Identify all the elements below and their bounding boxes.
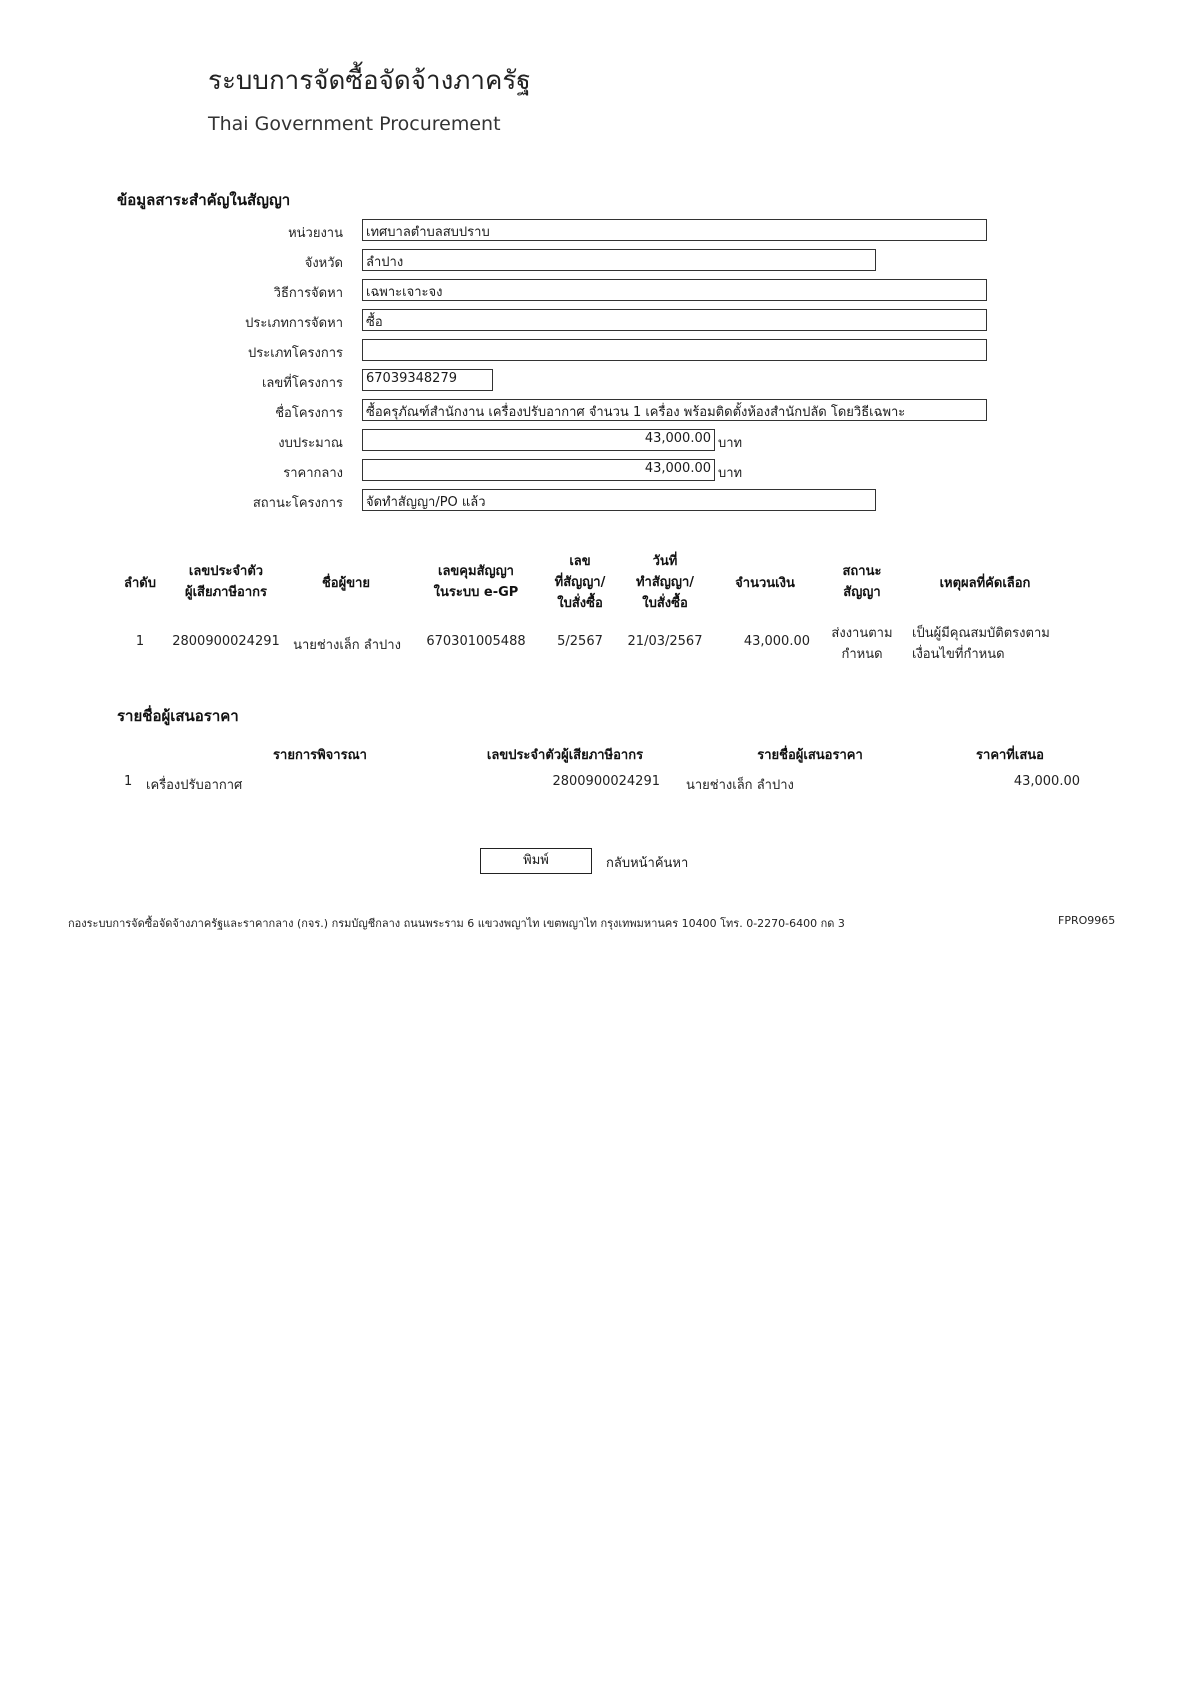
print-button[interactable]: พิมพ์ <box>480 848 592 874</box>
th-egp-line2: ในระบบ e-GP <box>433 585 519 600</box>
field-project-type <box>362 339 987 361</box>
system-title-en: Thai Government Procurement <box>208 113 501 135</box>
th-status-line2: สัญญา <box>843 585 881 600</box>
th-egp-line1: เลขคุมสัญญา <box>438 564 514 579</box>
label-budget: งบประมาณ <box>278 436 343 451</box>
row-status <box>816 622 908 664</box>
row-reason <box>912 622 1082 664</box>
th-taxid <box>166 560 286 602</box>
field-procurement-type: ซื้อ <box>362 309 987 331</box>
label-median-price: ราคากลาง <box>283 466 343 481</box>
th-reason: เหตุผลที่คัดเลือก <box>939 576 1031 591</box>
row-status-line1: ส่งงานตาม <box>831 626 893 641</box>
label-province: จังหวัด <box>304 256 343 271</box>
form-id: FPRO9965 <box>1058 914 1116 927</box>
median-price-unit: บาท <box>718 466 743 481</box>
th-status <box>822 560 902 602</box>
label-project-name: ชื่อโครงการ <box>275 406 343 421</box>
th-taxid-line1: เลขประจำตัว <box>188 564 264 579</box>
th-date-line2: ทำสัญญา/ <box>635 575 694 590</box>
field-project-status: จัดทำสัญญา/PO แล้ว <box>362 489 876 511</box>
row-seller: นายช่างเล็ก ลำปาง <box>293 638 401 653</box>
row-amount: 43,000.00 <box>743 634 810 649</box>
th-taxid-line2: ผู้เสียภาษีอากร <box>184 585 267 600</box>
row-contract-no: 5/2567 <box>557 634 603 649</box>
th-contract-no <box>542 550 618 613</box>
row-reason-line1: เป็นผู้มีคุณสมบัติตรงตาม <box>912 626 1050 641</box>
field-project-number: 67039348279 <box>362 369 493 391</box>
row-egp: 670301005488 <box>426 634 526 649</box>
bidder-row-seq: 1 <box>124 774 133 789</box>
bidders-th-taxid: เลขประจำตัวผู้เสียภาษีอากร <box>486 748 644 763</box>
th-no-line1: เลข <box>569 554 591 569</box>
back-to-search-link[interactable]: กลับหน้าค้นหา <box>606 856 689 871</box>
system-title-th: ระบบการจัดซื้อจัดจ้างภาครัฐ <box>208 66 531 96</box>
field-budget: 43,000.00 <box>362 429 715 451</box>
th-seller: ชื่อผู้ขาย <box>321 576 371 591</box>
budget-unit: บาท <box>718 436 743 451</box>
bidder-row-name: นายช่างเล็ก ลำปาง <box>686 778 794 793</box>
bidder-row-taxid: 2800900024291 <box>552 774 660 789</box>
label-project-status: สถานะโครงการ <box>252 496 343 511</box>
th-status-line1: สถานะ <box>842 564 882 579</box>
bidder-row-price: 43,000.00 <box>1013 774 1080 789</box>
label-project-type: ประเภทโครงการ <box>248 346 343 361</box>
th-egp <box>416 560 536 602</box>
bidder-row-item: เครื่องปรับอากาศ <box>146 778 243 793</box>
bidders-th-item: รายการพิจารณา <box>273 748 367 763</box>
field-agency: เทศบาลตำบลสบปราบ <box>362 219 987 241</box>
th-seq: ลำดับ <box>124 576 156 591</box>
label-procurement-type: ประเภทการจัดหา <box>245 316 343 331</box>
label-project-number: เลขที่โครงการ <box>261 376 343 391</box>
bidders-th-price: ราคาที่เสนอ <box>976 748 1044 763</box>
label-procurement-method: วิธีการจัดหา <box>273 286 343 301</box>
th-no-line3: ใบสั่งซื้อ <box>557 596 603 611</box>
field-procurement-method: เฉพาะเจาะจง <box>362 279 987 301</box>
th-no-line2: ที่สัญญา/ <box>554 575 606 590</box>
footer-address: กองระบบการจัดซื้อจัดจ้างภาครัฐและราคากลาง (กจร.) กรมบัญชีกลาง ถนนพระราม 6 แขวงพญาไท เขตพญาไท กรุงเทพมหานคร 10400 โทร. 0-2270-6400 กด 3 <box>68 917 845 930</box>
row-date: 21/03/2567 <box>627 634 703 649</box>
row-taxid: 2800900024291 <box>172 634 280 649</box>
row-status-line2: กำหนด <box>841 647 883 662</box>
th-amount: จำนวนเงิน <box>735 576 795 591</box>
field-province: ลำปาง <box>362 249 876 271</box>
bidders-th-name: รายชื่อผู้เสนอราคา <box>757 748 863 763</box>
label-agency: หน่วยงาน <box>288 226 343 241</box>
row-reason-line2: เงื่อนไขที่กำหนด <box>912 647 1005 662</box>
field-median-price: 43,000.00 <box>362 459 715 481</box>
th-date <box>620 550 710 613</box>
th-date-line1: วันที่ <box>652 554 678 569</box>
bidders-title: รายชื่อผู้เสนอราคา <box>117 707 239 725</box>
th-date-line3: ใบสั่งซื้อ <box>642 596 688 611</box>
contract-info-title: ข้อมูลสาระสำคัญในสัญญา <box>117 191 291 209</box>
row-seq: 1 <box>135 634 145 649</box>
field-project-name: ซื้อครุภัณฑ์สำนักงาน เครื่องปรับอากาศ จำนวน 1 เครื่อง พร้อมติดตั้งห้องสำนักปลัด โดยวิธีเฉพาะ <box>362 399 987 421</box>
